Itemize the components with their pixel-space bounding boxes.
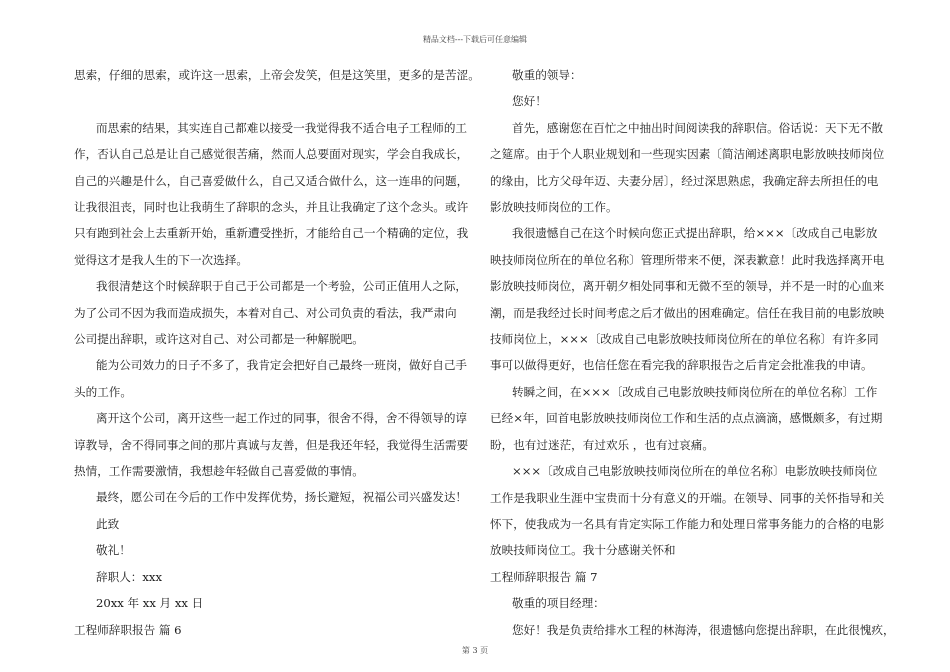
text-line: 事可以做得更好，也信任您在看完我的辞职报告之后肯定会批准我的申请。	[490, 358, 873, 373]
text-line: 工作是我职业生涯中宝贵而十分有意义的开端。在领导、同事的关怀指导和关	[490, 490, 885, 505]
text-line: 之筵席。由于个人职业规划和一些现实因素〔简洁阐述离职电影放映技师岗位	[490, 147, 885, 162]
text-line: 为了公司不因为我而造成损失，本着对自己、对公司负责的看法，我严肃向	[74, 305, 457, 320]
text-line: 头的工作。	[74, 384, 132, 399]
text-line: 影放映技师岗位，离开朝夕相处同事和无微不至的领导，并不是一时的心血来	[490, 279, 885, 294]
text-line: 让我很沮丧，同时也让我萌生了辞职的念头，并且让我确定了这个念头。或许	[74, 200, 469, 215]
text-line: 能为公司效力的日子不多了，我肯定会把好自己最终一班岗，做好自己手	[96, 358, 468, 373]
text-line: 敬重的项目经理：	[512, 596, 605, 611]
text-line: 我很遗憾自己在这个时候向您正式提出辞职，给×××〔改成自己电影放	[512, 226, 878, 241]
text-line: 您好！我是负责给排水工程的林海涛，很遗憾向您提出辞职，在此很愧疚，	[512, 622, 895, 637]
text-line: 公司提出辞职，或许这对自己、对公司都是一种解脱吧。	[74, 332, 364, 347]
text-line: 放映技师岗位工。我十分感谢关怀和	[490, 543, 676, 558]
text-line: 谆教导，舍不得同事之间的那片真诚与友善，但是我还年轻，我觉得生活需要	[74, 437, 469, 452]
text-line: 离开这个公司，离开这些一起工作过的同事，很舍不得，舍不得领导的谆	[96, 411, 468, 426]
text-line: 您好！	[512, 94, 547, 109]
text-line: 工程师辞职报告 篇 6	[74, 622, 182, 637]
text-line: 而思索的结果，其实连自己都难以接受一我觉得我不适合电子工程师的工	[96, 120, 468, 135]
text-line: 此致	[96, 516, 120, 531]
text-line: 觉得这才是我人生的下一次选择。	[74, 252, 248, 267]
text-line: 已经×年，回首电影放映技师岗位工作和生活的点点滴滴，感慨颇多，有过期	[490, 411, 883, 426]
text-line: 20xx 年 xx 月 xx 日	[96, 596, 204, 611]
text-line: 潮，而是我经过长时间考虑之后才做出的困难确定。信任在我目前的电影放映	[490, 305, 885, 320]
right-column	[490, 62, 895, 643]
text-line: 工程师辞职报告 篇 7	[490, 569, 598, 584]
text-line: 映技师岗位所在的单位名称〕管理所带来不便，深表歉意！此时我选择离开电	[490, 252, 885, 267]
text-line: 思索，仔细的思索，或许这一思索，上帝会发笑，但是这笑里，更多的是苦涩。	[74, 68, 480, 82]
text-line: ×××〔改成自己电影放映技师岗位所在的单位名称〕电影放映技师岗位	[512, 464, 878, 479]
page-number: 第 3 页	[461, 646, 489, 655]
text-line: 转瞬之间，在×××〔改成自己电影放映技师岗位所在的单位名称〕工作	[512, 384, 878, 399]
text-line: 怀下，使我成为一名具有肯定实际工作能力和处理日常事务能力的合格的电影	[490, 516, 885, 531]
text-line: 只有跑到社会上去重新开始，重新遭受挫折，才能给自己一个精确的定位，我	[74, 226, 469, 241]
text-line: 盼，也有过迷茫，有过欢乐 ，也有过哀痛。	[490, 437, 714, 452]
text-line: 首先，感谢您在百忙之中抽出时间阅读我的辞职信。俗话说：天下无不散	[512, 120, 884, 135]
text-line: 敬重的领导：	[512, 68, 582, 82]
text-line: 最终，愿公司在今后的工作中发挥优势，扬长避短，祝福公司兴盛发达！	[96, 490, 468, 505]
text-line: 自己的兴趣是什么，自己喜爱做什么，自己又适合做什么，这一连串的问题，	[74, 173, 469, 188]
text-line: 技师岗位上，×××〔改成自己电影放映技师岗位所在的单位名称〕有许多同	[490, 332, 879, 347]
left-column	[74, 62, 480, 643]
text-line: 作，否认自己总是让自己感觉很苦痛，然而人总要面对现实，学会自我成长，	[74, 147, 469, 162]
text-line: 的缘由，比方父母年迈、夫妻分居〕，经过深思熟虑，我确定辞去所担任的电	[490, 173, 879, 188]
text-line: 辞职人：xxx	[96, 569, 162, 584]
page-header: 精品文档---下载后可任意编辑	[422, 35, 528, 44]
text-line: 影放映技师岗位的工作。	[490, 200, 618, 215]
text-line: 敬礼！	[96, 543, 131, 558]
text-line: 热情，工作需要激情，我想趁年轻做自己喜爱做的事情。	[74, 464, 364, 479]
text-line: 我很清楚这个时候辞职于自己于公司都是一个考验，公司正值用人之际，	[96, 279, 468, 294]
text-line	[74, 88, 460, 114]
